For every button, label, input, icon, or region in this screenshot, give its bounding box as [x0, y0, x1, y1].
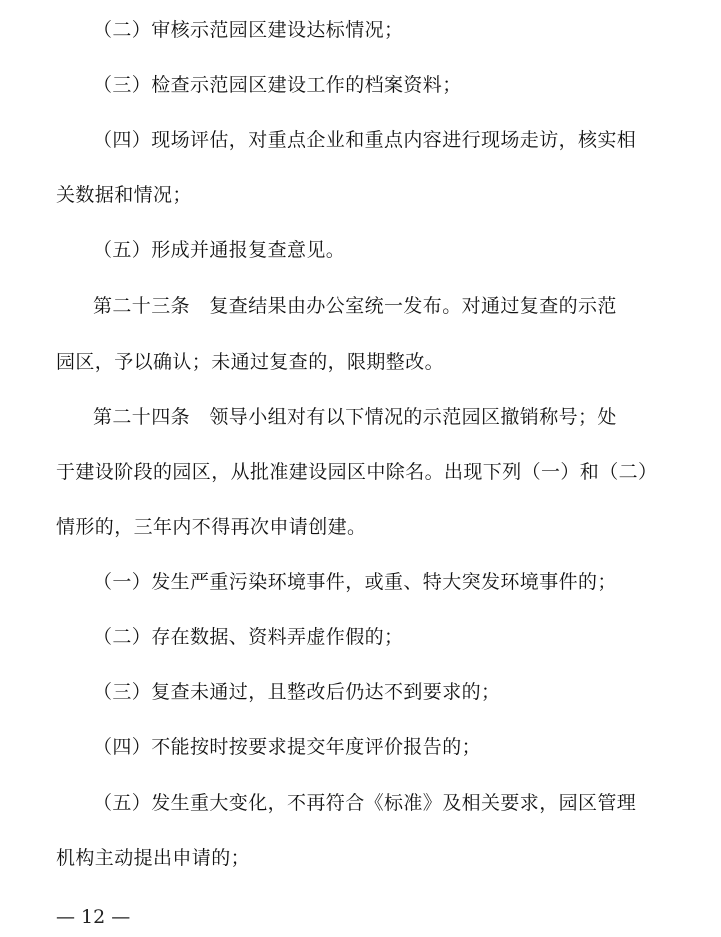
text-line-site-evaluation: （四）现场评估，对重点企业和重点内容进行现场走访，核实相: [93, 129, 637, 151]
text-line-article-24: 第二十四条 领导小组对有以下情况的示范园区撤销称号；处: [93, 406, 617, 428]
text-line-site-evaluation-cont: 关数据和情况；: [56, 184, 192, 206]
text-line-item-failed-review: （三）复查未通过，且整改后仍达不到要求的；: [93, 681, 501, 703]
page-number: — 12 —: [56, 906, 131, 928]
text-line-report-opinion: （五）形成并通报复查意见。: [93, 239, 346, 261]
text-line-review-standards: （二）审核示范园区建设达标情况；: [93, 19, 404, 41]
text-line-article-23: 第二十三条 复查结果由办公室统一发布。对通过复查的示范: [93, 295, 617, 317]
text-line-item-annual-report: （四）不能按时按要求提交年度评价报告的；: [93, 736, 482, 758]
text-line-item-fraud: （二）存在数据、资料弄虚作假的；: [93, 626, 404, 648]
text-line-check-archives: （三）检查示范园区建设工作的档案资料；: [93, 74, 462, 96]
text-line-article-24-cont: 于建设阶段的园区，从批准建设园区中除名。出现下列（一）和（二）: [56, 461, 658, 483]
text-line-item-major-change: （五）发生重大变化，不再符合《标准》及相关要求，园区管理: [93, 792, 637, 814]
text-line-item-pollution: （一）发生严重污染环境事件，或重、特大突发环境事件的；: [93, 571, 617, 593]
text-line-article-23-cont: 园区，予以确认；未通过复查的，限期整改。: [56, 351, 445, 373]
text-line-item-major-change-cont: 机构主动提出申请的；: [56, 847, 251, 869]
text-line-article-24-cont2: 情形的，三年内不得再次申请创建。: [56, 516, 367, 538]
